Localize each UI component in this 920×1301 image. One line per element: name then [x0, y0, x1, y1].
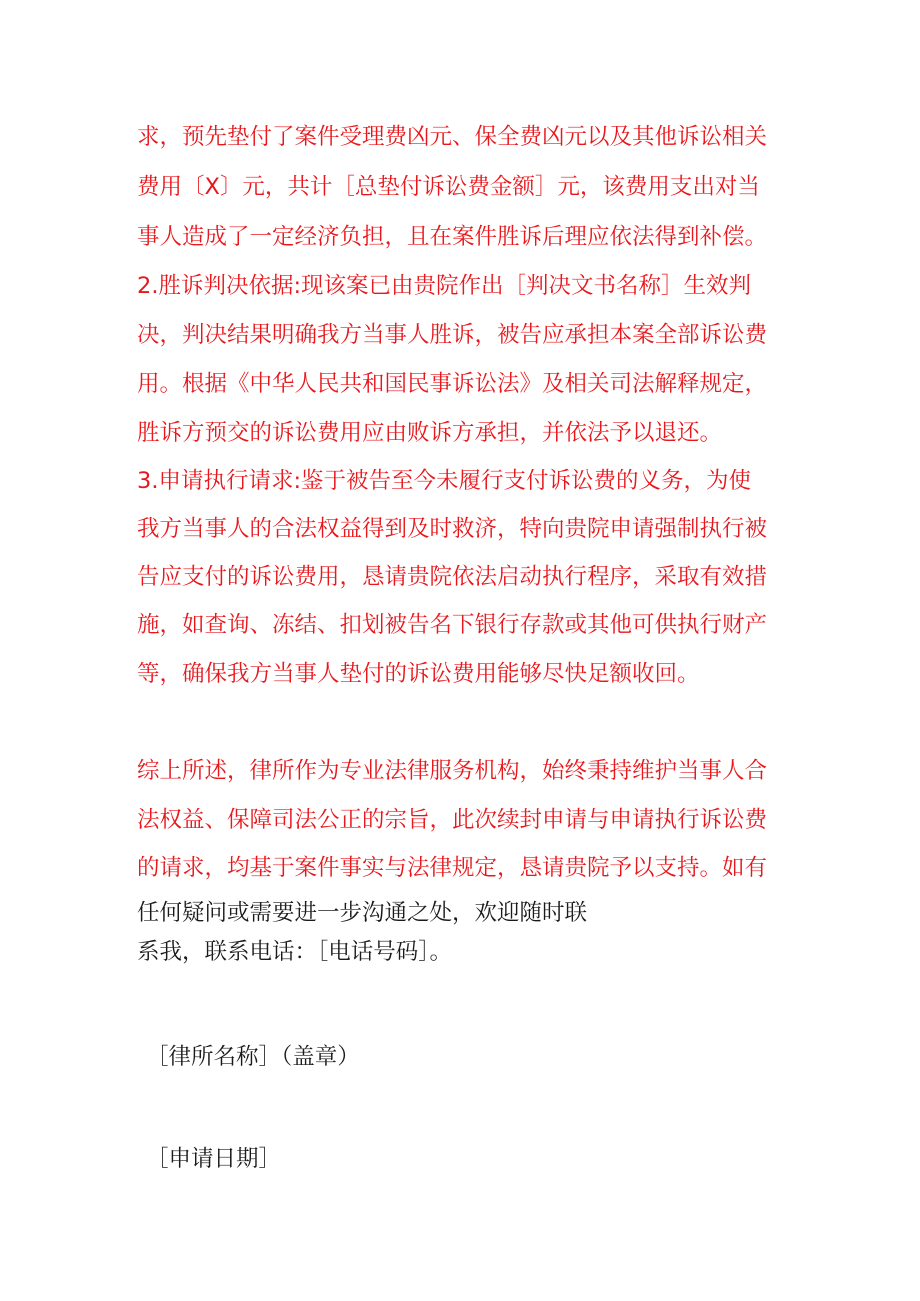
firm-signature: ［律所名称］（盖章） [146, 1044, 360, 1070]
body-line: 费用〔X〕元，共计［总垫付诉讼费金额］元，该费用支出对当 [137, 174, 760, 200]
summary-line: 法权益、保障司法公正的宗旨，此次续封申请与申请执行诉讼费 [137, 807, 768, 833]
contact-line: 系我，联系电话：［电话号码］。 [137, 939, 453, 965]
body-line: 施，如查询、冻结、扣划被告名下银行存款或其他可供执行财产 [137, 612, 768, 638]
summary-line: 的请求，均基于案件事实与法律规定，恳请贵院予以支持。如有 [137, 855, 768, 881]
body-line: 胜诉方预交的诉讼费用应由败诉方承担，并依法予以退还。 [137, 420, 723, 446]
body-line: 我方当事人的合法权益得到及时救济，特向贵院申请强制执行被 [137, 516, 768, 542]
summary-line: 任何疑问或需要进一步沟通之处，欢迎随时联 [137, 900, 588, 926]
body-line: 2.胜诉判决依据:现该案已由贵院作出［判决文书名称］生效判 [137, 273, 752, 299]
body-line: 决，判决结果明确我方当事人胜诉，被告应承担本案全部诉讼费 [137, 322, 768, 348]
body-line: 告应支付的诉讼费用，恳请贵院依法启动执行程序，采取有效措 [137, 564, 768, 590]
body-line: 用。根据《中华人民共和国民事诉讼法》及相关司法解释规定， [137, 371, 768, 397]
summary-line: 综上所述，律所作为专业法律服务机构，始终秉持维护当事人合 [137, 758, 768, 784]
body-line: 事人造成了一定经济负担，且在案件胜诉后理应依法得到补偿。 [137, 224, 768, 250]
body-line: 等，确保我方当事人垫付的诉讼费用能够尽快足额收回。 [137, 661, 700, 687]
application-date: ［申请日期］ [146, 1146, 282, 1172]
body-line: 求，预先垫付了案件受理费凶元、保全费凶元以及其他诉讼相关 [137, 124, 768, 150]
body-line: 3.申请执行请求:鉴于被告至今未履行支付诉讼费的义务，为使 [137, 468, 752, 494]
